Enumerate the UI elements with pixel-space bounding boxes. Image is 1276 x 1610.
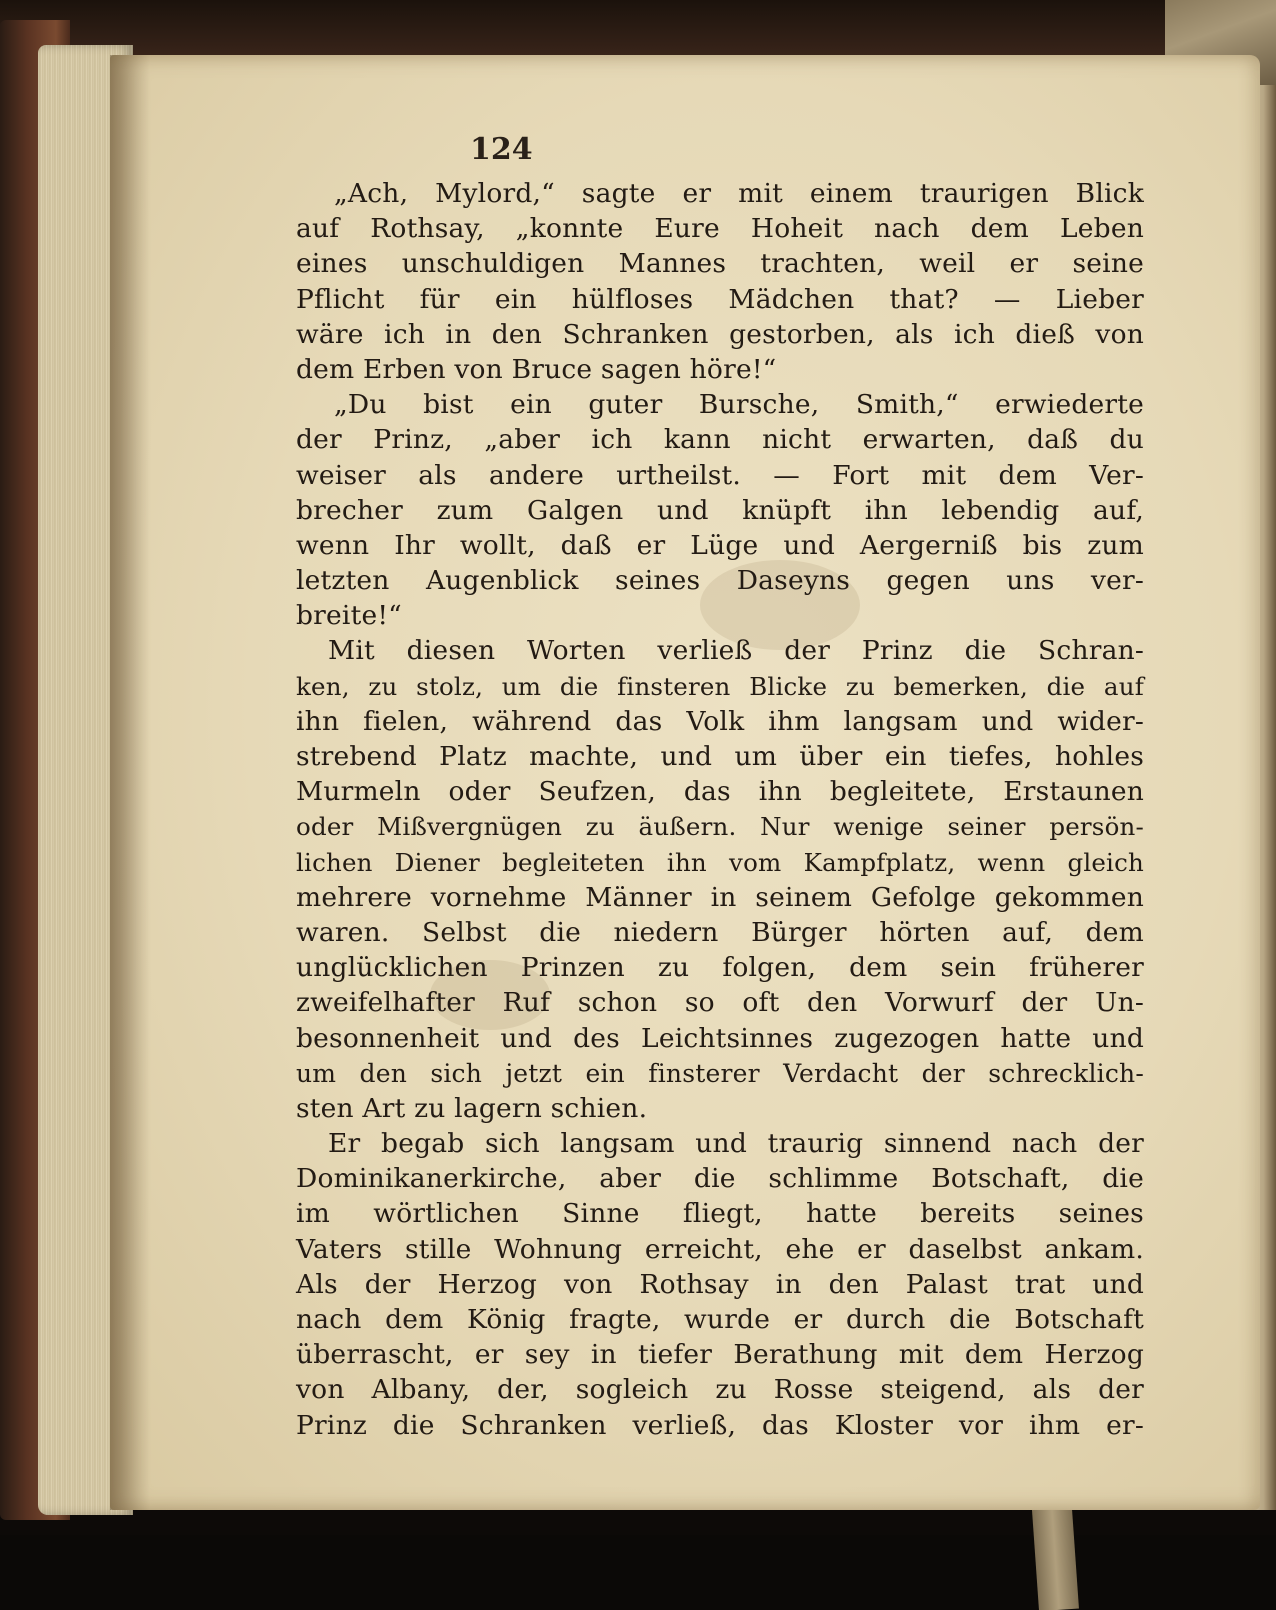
page-number: 124 [470,132,533,167]
text-line: Prinz die Schranken verließ, das Kloster vor ihm er- [296,1409,1144,1441]
text-line: besonnenheit und des Leichtsinnes zugezogen hatte und [296,1022,1144,1054]
text-line: Dominikanerkirche, aber die schlimme Botschaft, die [296,1163,1144,1195]
text-line: lichen Diener begleiteten ihn vom Kampfplatz, wenn gleich [296,847,1144,877]
text-line: brecher zum Galgen und knüpft ihn lebendig auf, [296,494,1144,526]
text-line: nach dem König fragte, wurde er durch die Botschaft [296,1304,1144,1335]
text-line: „Ach, Mylord,“ sagte er mit einem traurigen Blick [334,178,1144,209]
text-line: waren. Selbst die niedern Bürger hörten auf, dem [296,916,1144,948]
text-line: wenn Ihr wollt, daß er Lüge und Aergerniß bis zum [296,529,1144,561]
text-line: um den sich jetzt ein finsterer Verdacht der schrecklich- [296,1058,1144,1088]
text-line: eines unschuldigen Mannes trachten, weil er seine [296,248,1144,280]
text-line: „Du bist ein guter Bursche, Smith,“ erwiederte [334,389,1144,421]
text-line: zweifelhafter Ruf schon so oft den Vorwurf der Un- [296,987,1144,1019]
text-line: Als der Herzog von Rothsay in den Palast trat und [296,1268,1144,1300]
text-line: mehrere vornehme Männer in seinem Gefolge gekommen [296,881,1144,913]
text-line: letzten Augenblick seines Daseyns gegen uns ver- [296,565,1144,597]
text-line: Vaters stille Wohnung erreicht, ehe er daselbst ankam. [296,1233,1144,1265]
text-line: wäre ich in den Schranken gestorben, als ich dieß von [296,318,1144,350]
page-text [296,176,1144,1443]
gutter-shadow [110,55,150,1510]
text-line: Mit diesen Worten verließ der Prinz die Schran- [328,635,1144,667]
text-line: sten Art zu lagern schien. [296,1092,648,1124]
text-line: strebend Platz machte, und um über ein tiefes, hohles [296,741,1144,772]
background-bottom [0,1535,1276,1610]
text-line: dem Erben von Bruce sagen höre!“ [296,353,777,385]
text-line: Pflicht für ein hülfloses Mädchen that? — Lieber [296,283,1144,315]
text-line: unglücklichen Prinzen zu folgen, dem sein früherer [296,952,1144,984]
text-line: der Prinz, „aber ich kann nicht erwarten, daß du [296,424,1144,456]
text-line: weiser als andere urtheilst. — Fort mit dem Ver- [296,459,1144,491]
bookmark-ribbon-bottom [1031,1494,1079,1610]
background-top [0,0,1276,60]
text-line: breite!“ [296,600,402,632]
text-line: ken, zu stolz, um die finsteren Blicke zu bemerken, die auf [296,671,1144,701]
text-line: im wörtlichen Sinne fliegt, hatte bereits seines [296,1198,1144,1230]
text-line: Murmeln oder Seufzen, das ihn begleitete, Erstaunen [296,776,1144,808]
text-line: ihn fielen, während das Volk ihm langsam und wider- [296,705,1144,737]
text-line: von Albany, der, sogleich zu Rosse steigend, als der [296,1374,1144,1406]
text-line: oder Mißvergnügen zu äußern. Nur wenige seiner persön- [296,812,1144,842]
text-line: überrascht, er sey in tiefer Berathung mit dem Herzog [296,1339,1144,1371]
text-line: Er begab sich langsam und traurig sinnend nach der [328,1128,1144,1160]
text-line: auf Rothsay, „konnte Eure Hoheit nach dem Leben [296,213,1144,245]
